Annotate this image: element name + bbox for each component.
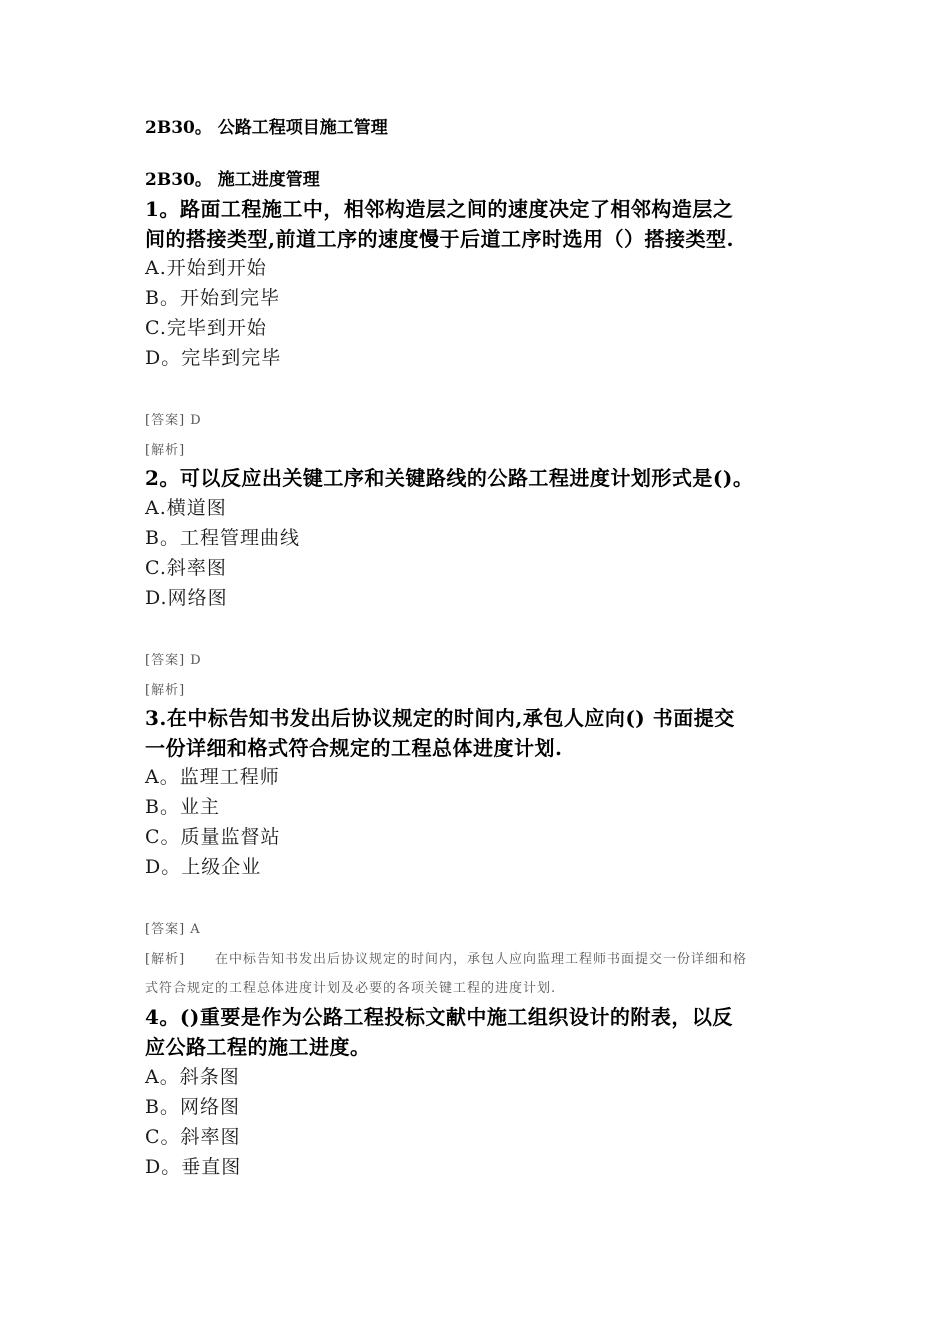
question-1-option-c: C.完毕到开始 [145,317,267,339]
question-4-line-1: 4。()重要是作为公路工程投标文献中施工组织设计的附表，以反 [145,1005,733,1029]
question-3-option-c: C。质量监督站 [145,826,281,848]
question-3-line-1: 3.在中标告知书发出后协议规定的时间内,承包人应向() 书面提交 [145,706,735,730]
question-3-option-a: A。监理工程师 [145,766,280,788]
question-2-option-d: D.网络图 [145,587,228,609]
question-1-option-d: D。完毕到完毕 [145,347,282,369]
question-2-analysis: [解析] [145,683,186,698]
question-4-option-a: A。斜条图 [145,1066,240,1088]
question-2-answer: [答案] D [145,653,202,668]
question-2-option-c: C.斜率图 [145,557,227,579]
question-2-option-b: B。工程管理曲线 [145,527,300,549]
question-1-answer: [答案] D [145,413,202,428]
question-1-option-a: A.开始到开始 [145,257,267,279]
question-3-analysis-label: [解析] [145,952,186,967]
question-1-line-1: 1。路面工程施工中，相邻构造层之间的速度决定了相邻构造层之 [145,197,734,221]
question-3-answer: [答案] A [145,922,201,937]
question-3-analysis-text-1: 在中标告知书发出后协议规定的时间内，承包人应向监理工程师书面提交一份详细和格 [215,952,748,967]
question-3-option-d: D。上级企业 [145,856,262,878]
question-4-option-d: D。垂直图 [145,1156,242,1178]
section-title: 2B30。 公路工程项目施工管理 [145,118,388,138]
question-4-option-b: B。网络图 [145,1096,240,1118]
question-1-option-b: B。开始到完毕 [145,287,280,309]
question-4-option-c: C。斜率图 [145,1126,241,1148]
question-3-option-b: B。业主 [145,796,220,818]
subsection-title: 2B30。 施工进度管理 [145,170,320,190]
question-2-option-a: A.横道图 [145,497,227,519]
question-4-line-2: 应公路工程的施工进度。 [145,1035,371,1059]
question-2-line-1: 2。可以反应出关键工序和关键路线的公路工程进度计划形式是()。 [145,466,754,490]
question-1-line-2: 间的搭接类型,前道工序的速度慢于后道工序时选用（）搭接类型. [145,227,734,251]
question-3-analysis-text-2: 式符合规定的工程总体进度计划及必要的各项关键工程的进度计划. [145,981,557,996]
question-3-line-2: 一份详细和格式符合规定的工程总体进度计划. [145,736,563,760]
question-1-analysis: [解析] [145,443,186,458]
